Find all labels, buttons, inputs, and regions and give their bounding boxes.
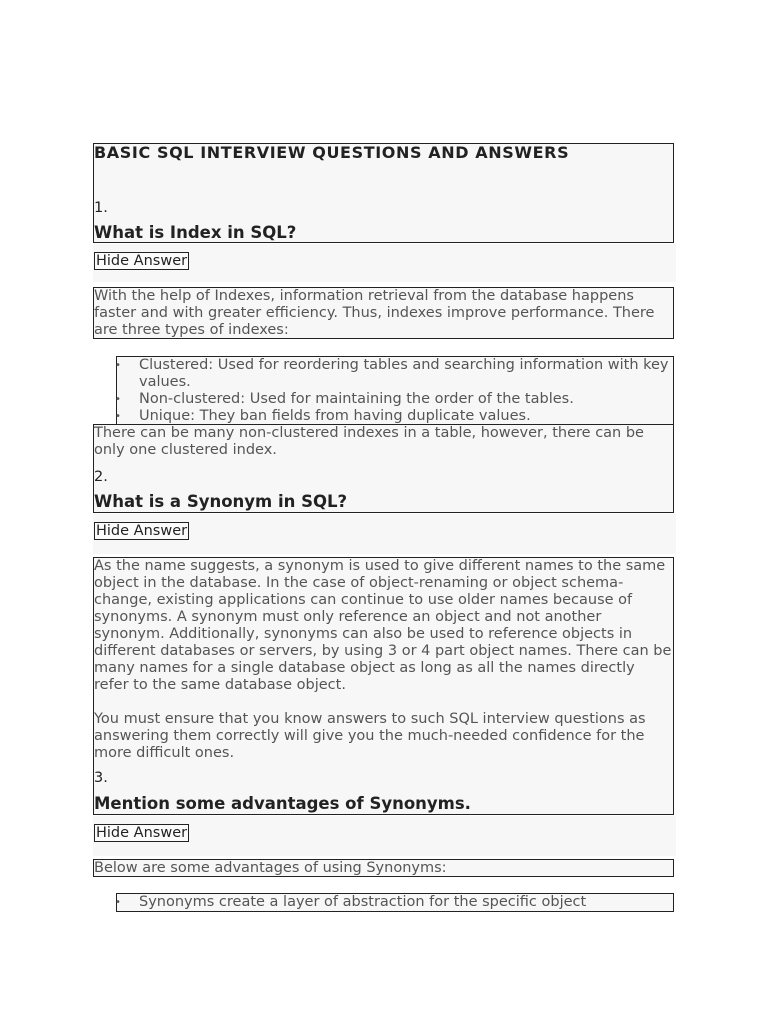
answer-2-paragraph-1: As the name suggests, a synonym is used to give different names to the same object in the database. In the case of object-renaming or object schema-change, existing applications can continue to use older names because of synonyms. A synonym must only reference an object and not another synonym. Additionally, synonyms can also be used to reference objects in different databases or servers, by using 3 or 4 part object names. There can be many names for a single database object as long as all the names directly refer to the same database object. xyxy=(94,558,672,693)
question-1-title: What is Index in SQL? xyxy=(94,223,297,242)
list-item: • Non-clustered: Used for maintaining the order of the tables. xyxy=(139,391,673,408)
answer-1-index-types-list xyxy=(116,356,674,425)
question-1-toggle-row xyxy=(93,244,676,282)
question-2-number: 2. xyxy=(94,469,108,485)
answer-3-advantages-list xyxy=(116,893,674,912)
page-title: BASIC SQL INTERVIEW QUESTIONS AND ANSWERS xyxy=(94,143,570,162)
list-item: • Unique: They ban fields from having duplicate values. xyxy=(139,408,673,425)
question-2-header xyxy=(93,424,674,513)
question-3-title: Mention some advantages of Synonyms. xyxy=(94,794,471,813)
question-3-toggle-row xyxy=(93,816,676,856)
question-1-header xyxy=(93,143,674,243)
list-item: • Synonyms create a layer of abstraction for the specific object xyxy=(139,894,673,911)
hide-answer-button-3[interactable]: Hide Answer xyxy=(96,825,188,841)
answer-2-paragraph-2: You must ensure that you know answers to such SQL interview questions as answering them correctly will give you the much-needed confidence for the more difficult ones. xyxy=(94,711,646,761)
answer-1-intro xyxy=(93,287,674,339)
question-3-number: 3. xyxy=(94,770,108,786)
answer-3-intro-text: Below are some advantages of using Synonyms: xyxy=(94,860,447,876)
answer-1-intro-text: With the help of Indexes, information retrieval from the database happens faster and with greater efficiency. Thus, indexes improve performance. There are three types of indexes: xyxy=(94,288,655,338)
answer-3-intro xyxy=(93,859,674,877)
list-item: • Clustered: Used for reordering tables and searching information with key values. xyxy=(139,357,673,391)
answer-2-block xyxy=(93,557,674,815)
hide-answer-button-2[interactable]: Hide Answer xyxy=(96,523,188,539)
question-2-title: What is a Synonym in SQL? xyxy=(94,492,348,511)
answer-1-outro-text: There can be many non-clustered indexes in a table, however, there can be only one clustered index. xyxy=(94,425,644,458)
hide-answer-button-1[interactable]: Hide Answer xyxy=(96,253,188,269)
question-1-number: 1. xyxy=(94,200,108,216)
question-2-toggle-row xyxy=(93,514,676,554)
